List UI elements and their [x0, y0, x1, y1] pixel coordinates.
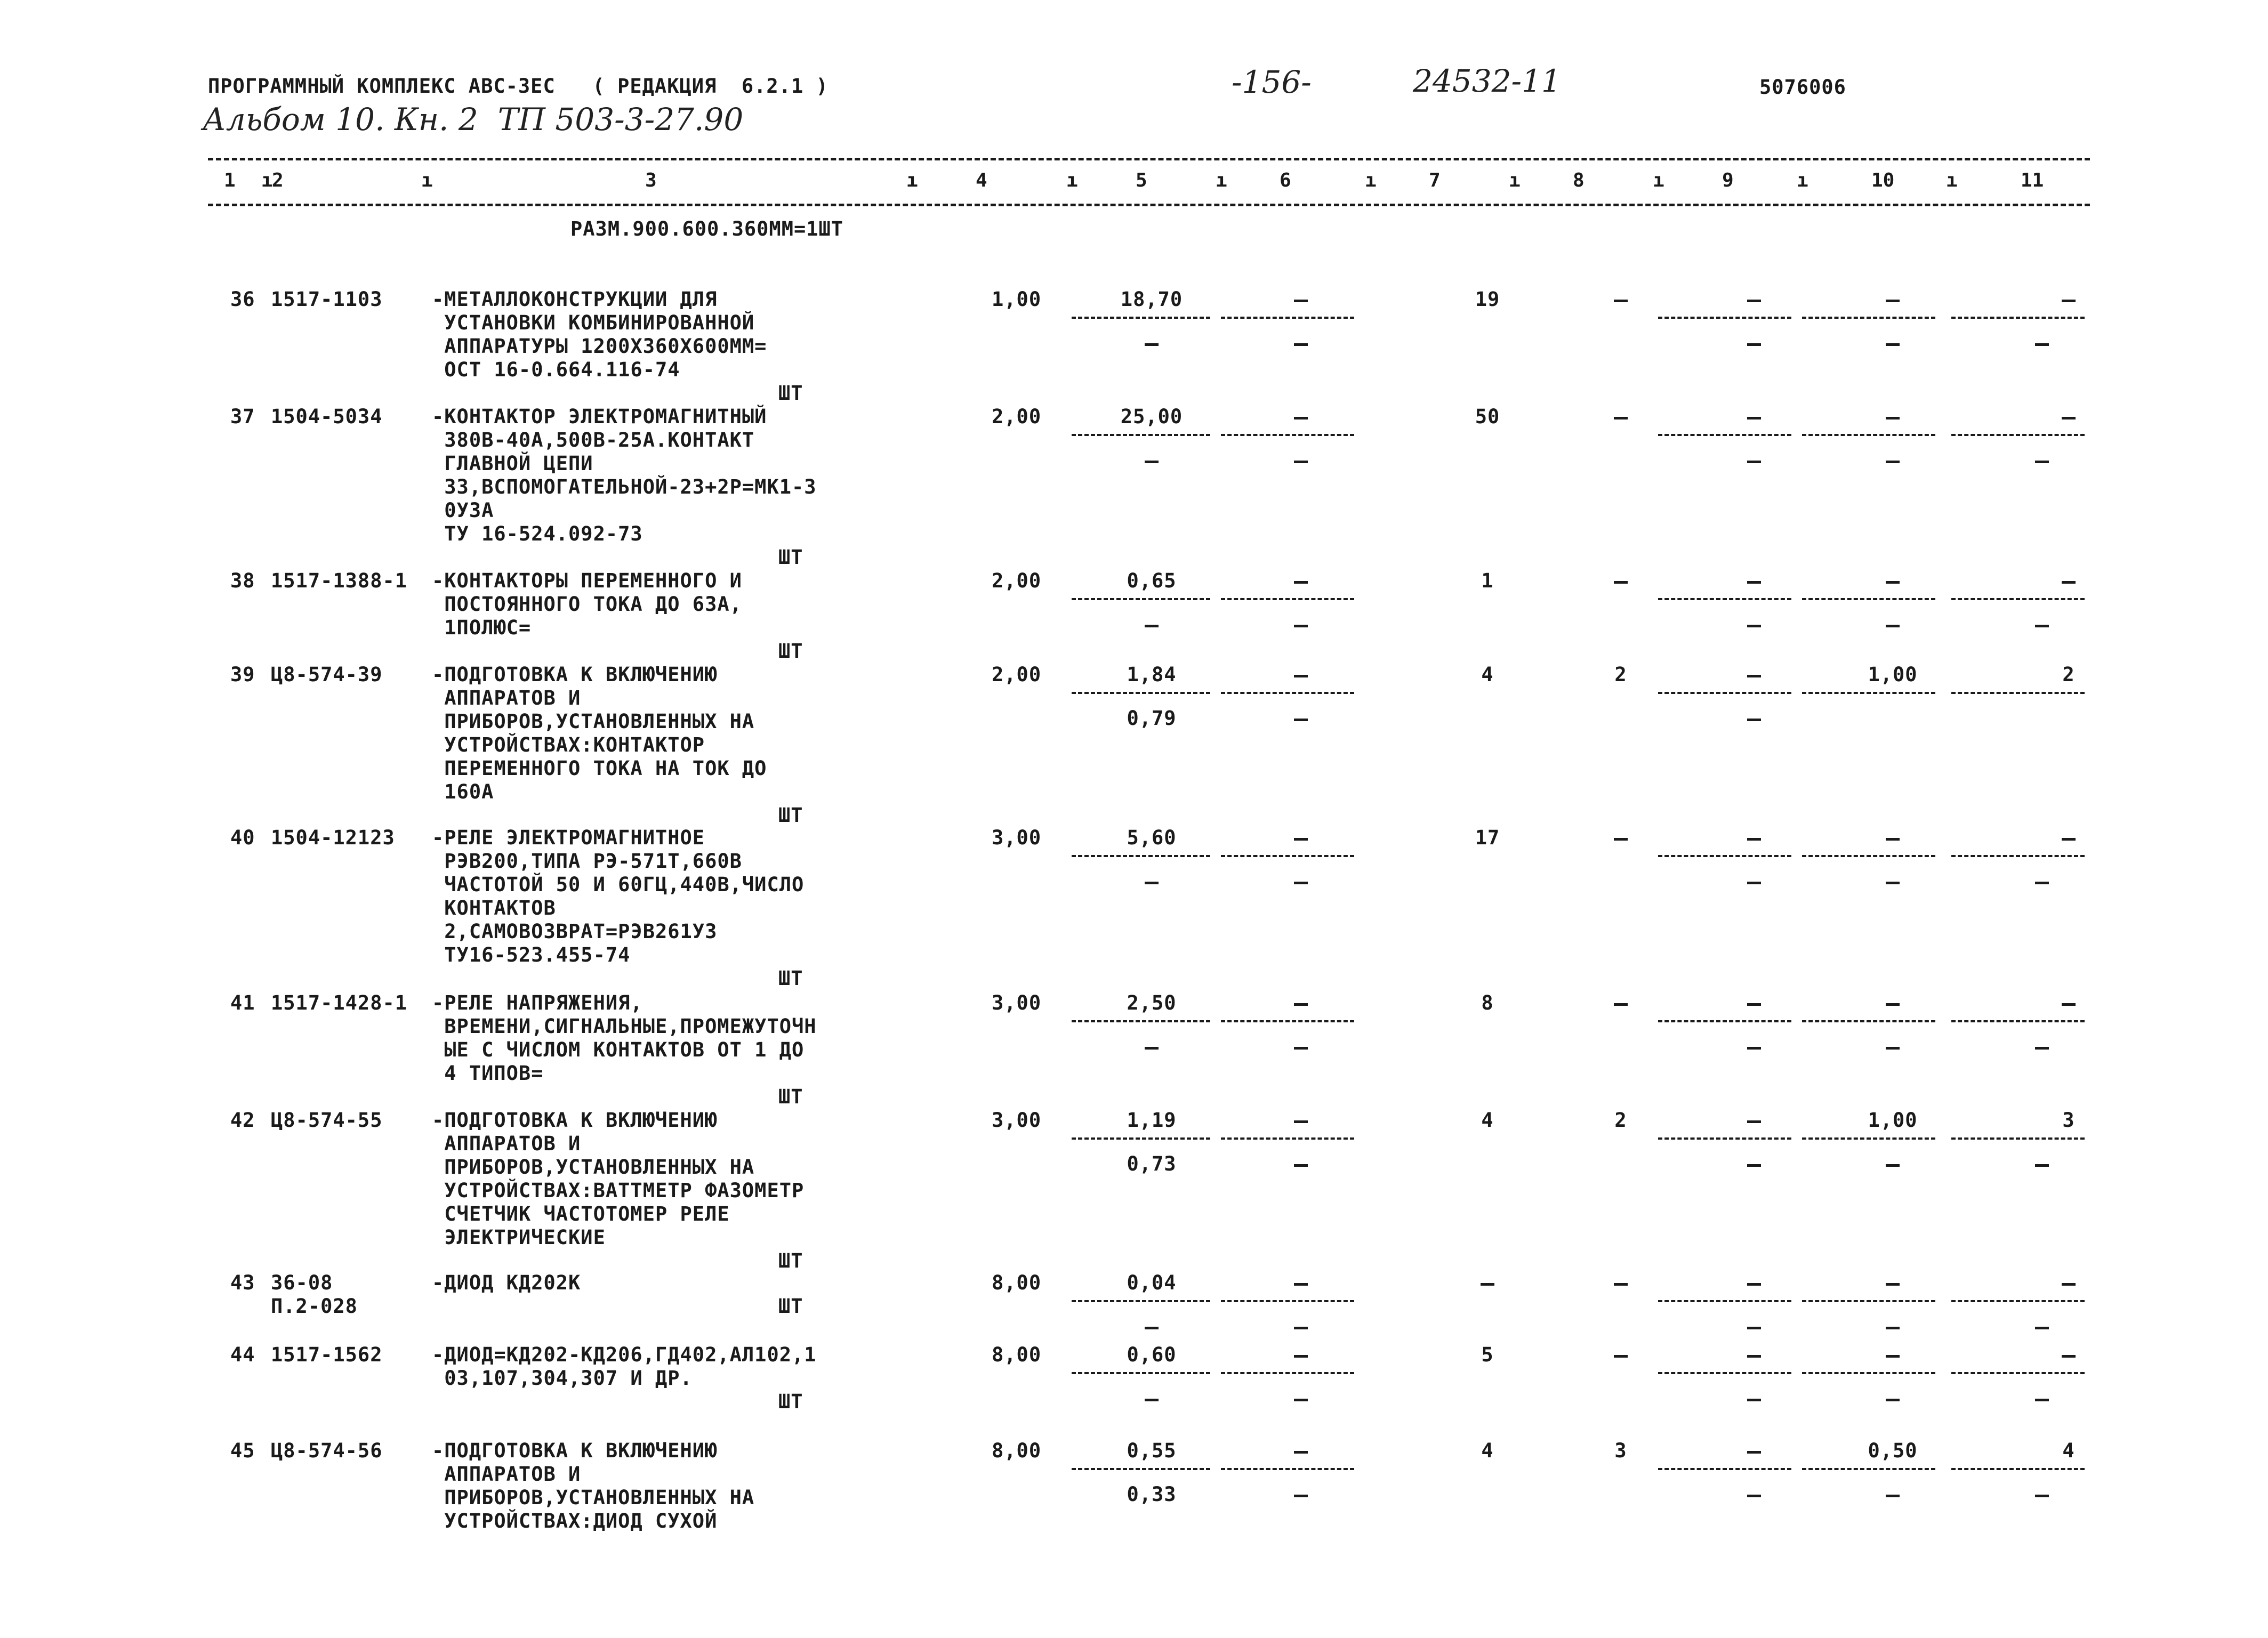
row-number: 39	[230, 663, 255, 686]
cell-quantity: 3,00	[992, 991, 1042, 1014]
row-description-line: УСТРОЙСТВАХ:КОНТАКТОР	[432, 733, 705, 756]
cell-6-top	[1294, 581, 1308, 584]
row-unit: ШТ	[778, 382, 803, 405]
row-number: 38	[230, 569, 255, 592]
cell-11-rule	[1951, 1300, 2085, 1302]
cell-10-rule	[1802, 1137, 1935, 1140]
cell-6-rule	[1221, 1468, 1354, 1470]
row-description-line: УСТАНОВКИ КОМБИНИРОВАННОЙ	[432, 311, 755, 334]
cell-10-rule	[1802, 317, 1935, 319]
row-description-line: -РЕЛЕ ЭЛЕКТРОМАГНИТНОЕ	[432, 826, 705, 849]
row-unit: ШТ	[778, 1390, 803, 1413]
row-description-line: 1ПОЛЮС=	[432, 616, 532, 639]
cell-9-bottom	[1747, 1399, 1761, 1401]
cell-5-top: 25,00	[1120, 405, 1183, 428]
row-code: Ц8-574-56	[271, 1439, 383, 1462]
cell-9-top	[1747, 1355, 1761, 1358]
cell-quantity: 2,00	[992, 405, 1042, 428]
cell-5-bottom	[1145, 343, 1159, 346]
cell-9-top	[1747, 1003, 1761, 1006]
cell-10-top	[1886, 300, 1900, 302]
cell-7: 4	[1481, 1439, 1494, 1462]
cell-8: 3	[1614, 1439, 1627, 1462]
cell-11-rule	[1951, 434, 2085, 436]
cell-10-rule	[1802, 1020, 1935, 1022]
cell-10-rule	[1802, 1300, 1935, 1302]
row-description-line: -ПОДГОТОВКА К ВКЛЮЧЕНИЮ	[432, 663, 718, 686]
cell-7: 8	[1481, 991, 1494, 1014]
row-description-line: АППАРАТОВ И	[432, 1463, 581, 1486]
column-separator: ı	[906, 170, 918, 191]
row-code: Ц8-574-39	[271, 663, 383, 686]
cell-6-bottom	[1294, 461, 1308, 463]
cell-11-bottom	[2035, 1399, 2049, 1401]
cell-5-top: 2,50	[1127, 991, 1177, 1014]
cell-6-top	[1294, 417, 1308, 419]
cell-6-top	[1294, 675, 1308, 677]
cell-7	[1481, 1283, 1494, 1286]
cell-quantity: 3,00	[992, 1109, 1042, 1132]
cell-9-rule	[1658, 598, 1791, 600]
column-number-8: 8	[1573, 170, 1585, 191]
cell-9-top	[1747, 300, 1761, 302]
cell-9-top	[1747, 1451, 1761, 1454]
header-rule-top	[208, 158, 2090, 160]
row-code: 1504-5034	[271, 405, 383, 428]
row-description-line: 33,ВСПОМОГАТЕЛЬНОЙ-23+2Р=МК1-3	[432, 475, 817, 498]
cell-11-bottom	[2035, 461, 2049, 463]
cell-9-top	[1747, 417, 1761, 419]
cell-11-bottom	[2035, 1327, 2049, 1329]
column-number-3: 3	[645, 170, 657, 191]
row-description-line: 380В-40А,500В-25А.КОНТАКТ	[432, 429, 755, 451]
cell-10-bottom	[1886, 1495, 1900, 1497]
cell-9-rule	[1658, 1372, 1791, 1374]
cell-5-bottom	[1145, 1327, 1159, 1329]
column-number-7: 7	[1429, 170, 1441, 191]
cell-9-rule	[1658, 1137, 1791, 1140]
cell-10-bottom	[1886, 343, 1900, 346]
cell-9-top	[1747, 1120, 1761, 1123]
cell-9-bottom	[1747, 1164, 1761, 1167]
cell-5-rule	[1072, 692, 1210, 694]
cell-11-rule	[1951, 598, 2085, 600]
cell-9-bottom	[1747, 1327, 1761, 1329]
cell-6-bottom	[1294, 882, 1308, 884]
cell-5-bottom: 0,33	[1127, 1483, 1177, 1506]
cell-7: 19	[1475, 288, 1500, 311]
cell-8	[1614, 1003, 1628, 1006]
column-number-5: 5	[1136, 170, 1147, 191]
row-description-line: ПЕРЕМЕННОГО ТОКА НА ТОК ДО	[432, 757, 767, 780]
cell-11-top: 4	[2062, 1439, 2075, 1462]
cell-11-rule	[1951, 855, 2085, 857]
cell-quantity: 8,00	[992, 1439, 1042, 1462]
row-description-line: ГЛАВНОЙ ЦЕПИ	[432, 452, 593, 475]
cell-11-top	[2062, 417, 2076, 419]
cell-9-top	[1747, 675, 1761, 677]
row-description-line: КОНТАКТОВ	[432, 897, 556, 919]
cell-9-bottom	[1747, 882, 1761, 884]
row-description-line: ВРЕМЕНИ,СИГНАЛЬНЫЕ,ПРОМЕЖУТОЧН	[432, 1015, 817, 1038]
cell-9-top	[1747, 581, 1761, 584]
cell-6-top	[1294, 300, 1308, 302]
cell-9-bottom	[1747, 719, 1761, 721]
cell-5-rule	[1072, 1300, 1210, 1302]
cell-10-rule	[1802, 434, 1935, 436]
cell-7: 1	[1481, 569, 1494, 592]
row-description-line: 160А	[432, 780, 494, 803]
cell-5-rule	[1072, 1020, 1210, 1022]
cell-6-top	[1294, 1003, 1308, 1006]
cell-8	[1614, 838, 1628, 841]
row-description-line: УСТРОЙСТВАХ:ДИОД СУХОЙ	[432, 1510, 718, 1532]
cell-6-top	[1294, 1451, 1308, 1454]
cell-5-top: 18,70	[1120, 288, 1183, 311]
cell-5-bottom: 0,79	[1127, 707, 1177, 730]
cell-6-bottom	[1294, 719, 1308, 721]
album-reference: Альбом 10. Кн. 2 ТП 503-3-27.90	[203, 101, 744, 138]
cell-6-bottom	[1294, 1495, 1308, 1497]
column-number-2: 2	[272, 170, 284, 191]
row-number: 36	[230, 288, 255, 311]
program-header: ПРОГРАММНЫЙ КОМПЛЕКС АВС-3ЕС ( РЕДАКЦИЯ 6.2.1 )	[208, 75, 829, 98]
cell-11-rule	[1951, 1372, 2085, 1374]
row-description-line: -МЕТАЛЛОКОНСТРУКЦИИ ДЛЯ	[432, 288, 718, 311]
cell-9-top	[1747, 1283, 1761, 1286]
row-description-line: ЧАСТОТОЙ 50 И 60ГЦ,440В,ЧИСЛО	[432, 873, 805, 896]
cell-quantity: 2,00	[992, 569, 1042, 592]
cell-8	[1614, 581, 1628, 584]
top-line-text: РАЗМ.900.600.360ММ=1ШТ	[570, 217, 844, 240]
cell-10-rule	[1802, 855, 1935, 857]
cell-9-rule	[1658, 317, 1791, 319]
row-description-line: ТУ16-523.455-74	[432, 943, 631, 966]
cell-5-bottom	[1145, 461, 1159, 463]
cell-10-top	[1886, 417, 1900, 419]
row-unit: ШТ	[778, 1249, 803, 1272]
cell-11-top	[2062, 300, 2076, 302]
cell-9-rule	[1658, 692, 1791, 694]
column-separator: ı	[1365, 170, 1377, 191]
cell-quantity: 1,00	[992, 288, 1042, 311]
column-number-11: 11	[2021, 170, 2044, 191]
row-description-line: ОСТ 16-0.664.116-74	[432, 358, 680, 381]
cell-7: 4	[1481, 663, 1494, 686]
cell-6-rule	[1221, 692, 1354, 694]
document-code: 5076006	[1759, 76, 1846, 99]
row-description-line: ПРИБОРОВ,УСТАНОВЛЕННЫХ НА	[432, 1156, 755, 1179]
cell-8	[1614, 1283, 1628, 1286]
cell-11-top: 2	[2062, 663, 2075, 686]
cell-11-top	[2062, 1003, 2076, 1006]
cell-11-bottom	[2035, 1164, 2049, 1167]
cell-9-rule	[1658, 1468, 1791, 1470]
cell-10-top: 0,50	[1868, 1439, 1918, 1462]
row-description-line: ЭЛЕКТРИЧЕСКИЕ	[432, 1226, 606, 1249]
row-description-line: ПРИБОРОВ,УСТАНОВЛЕННЫХ НА	[432, 1486, 755, 1509]
cell-5-rule	[1072, 1372, 1210, 1374]
cell-8	[1614, 1355, 1628, 1358]
cell-5-top: 1,19	[1127, 1109, 1177, 1132]
cell-5-rule	[1072, 317, 1210, 319]
cell-10-rule	[1802, 692, 1935, 694]
row-code: 1517-1562	[271, 1343, 383, 1366]
cell-10-rule	[1802, 598, 1935, 600]
cell-9-top	[1747, 838, 1761, 841]
cell-11-bottom	[2035, 882, 2049, 884]
row-description-line: -ПОДГОТОВКА К ВКЛЮЧЕНИЮ	[432, 1439, 718, 1462]
column-separator: ı	[1946, 170, 1958, 191]
cell-9-bottom	[1747, 625, 1761, 627]
cell-5-top: 1,84	[1127, 663, 1177, 686]
cell-6-bottom	[1294, 343, 1308, 346]
cell-5-top: 0,60	[1127, 1343, 1177, 1366]
row-description-line: -ДИОД=КД202-КД206,ГД402,АЛ102,1	[432, 1343, 817, 1366]
column-separator: ı	[1509, 170, 1521, 191]
row-description-line: УСТРОЙСТВАХ:ВАТТМЕТР ФАЗОМЕТР	[432, 1179, 805, 1202]
cell-10-top	[1886, 581, 1900, 584]
row-description-line: -КОНТАКТОРЫ ПЕРЕМЕННОГО И	[432, 569, 742, 592]
cell-5-top: 5,60	[1127, 826, 1177, 849]
cell-10-top	[1886, 1355, 1900, 1358]
cell-quantity: 8,00	[992, 1271, 1042, 1294]
cell-11-top	[2062, 1283, 2076, 1286]
column-number-10: 10	[1871, 170, 1895, 191]
row-description-line: 2,САМОВОЗВРАТ=РЭВ261УЗ	[432, 920, 718, 943]
row-description-line: РЭВ200,ТИПА РЭ-571Т,660В	[432, 850, 742, 873]
cell-6-rule	[1221, 855, 1354, 857]
row-description-line: ЫЕ С ЧИСЛОМ КОНТАКТОВ ОТ 1 ДО	[432, 1038, 805, 1061]
cell-11-rule	[1951, 1468, 2085, 1470]
cell-10-top	[1886, 1283, 1900, 1286]
row-description-line: ПОСТОЯННОГО ТОКА ДО 63А,	[432, 593, 742, 616]
cell-7: 4	[1481, 1109, 1494, 1132]
cell-6-bottom	[1294, 625, 1308, 627]
cell-6-rule	[1221, 1300, 1354, 1302]
row-description-line: СЧЕТЧИК ЧАСТОТОМЕР РЕЛЕ	[432, 1203, 730, 1225]
cell-5-rule	[1072, 1137, 1210, 1140]
row-code: 1517-1103	[271, 288, 383, 311]
cell-11-rule	[1951, 692, 2085, 694]
row-description-line: -ПОДГОТОВКА К ВКЛЮЧЕНИЮ	[432, 1109, 718, 1132]
cell-10-top: 1,00	[1868, 663, 1918, 686]
cell-11-top	[2062, 581, 2076, 584]
row-code: Ц8-574-55	[271, 1109, 383, 1132]
row-number: 45	[230, 1439, 255, 1462]
column-separator: ı	[1797, 170, 1808, 191]
cell-9-rule	[1658, 434, 1791, 436]
cell-5-rule	[1072, 434, 1210, 436]
cell-9-bottom	[1747, 461, 1761, 463]
row-number: 40	[230, 826, 255, 849]
cell-11-bottom	[2035, 1495, 2049, 1497]
row-number: 43	[230, 1271, 255, 1294]
row-description-line: АППАРАТУРЫ 1200Х360Х600ММ=	[432, 335, 767, 358]
cell-5-bottom	[1145, 625, 1159, 627]
cell-6-rule	[1221, 1372, 1354, 1374]
cell-11-rule	[1951, 1020, 2085, 1022]
row-description-line: 0УЗА	[432, 499, 494, 522]
cell-10-rule	[1802, 1468, 1935, 1470]
cell-6-top	[1294, 1120, 1308, 1123]
cell-quantity: 3,00	[992, 826, 1042, 849]
row-description-line: -КОНТАКТОР ЭЛЕКТРОМАГНИТНЫЙ	[432, 405, 767, 428]
cell-6-bottom	[1294, 1327, 1308, 1329]
column-separator: ı	[1066, 170, 1078, 191]
row-code: 1517-1428-1	[271, 991, 408, 1014]
cell-8: 2	[1614, 663, 1627, 686]
cell-5-bottom	[1145, 1399, 1159, 1401]
cell-8: 2	[1614, 1109, 1627, 1132]
cell-11-bottom	[2035, 343, 2049, 346]
row-description-line: -ДИОД КД202К	[432, 1271, 581, 1294]
cell-10-bottom	[1886, 1164, 1900, 1167]
row-unit: ШТ	[778, 1295, 803, 1318]
cell-6-bottom	[1294, 1047, 1308, 1050]
cell-quantity: 8,00	[992, 1343, 1042, 1366]
cell-quantity: 2,00	[992, 663, 1042, 686]
cell-9-rule	[1658, 1020, 1791, 1022]
row-number: 41	[230, 991, 255, 1014]
row-description-line: ПРИБОРОВ,УСТАНОВЛЕННЫХ НА	[432, 710, 755, 733]
cell-7: 17	[1475, 826, 1500, 849]
row-code: 1517-1388-1	[271, 569, 408, 592]
cell-6-top	[1294, 1355, 1308, 1358]
row-description-line: АППАРАТОВ И	[432, 1132, 581, 1155]
cell-11-rule	[1951, 1137, 2085, 1140]
cell-5-top: 0,04	[1127, 1271, 1177, 1294]
cell-6-bottom	[1294, 1399, 1308, 1401]
row-unit: ШТ	[778, 1085, 803, 1108]
cell-6-rule	[1221, 598, 1354, 600]
cell-11-top	[2062, 838, 2076, 841]
cell-9-bottom	[1747, 1047, 1761, 1050]
header-rule-bottom	[208, 204, 2090, 206]
cell-6-rule	[1221, 1020, 1354, 1022]
cell-10-rule	[1802, 1372, 1935, 1374]
cell-11-top: 3	[2062, 1109, 2075, 1132]
cell-8	[1614, 300, 1628, 302]
cell-11-rule	[1951, 317, 2085, 319]
cell-7: 50	[1475, 405, 1500, 428]
cell-5-rule	[1072, 598, 1210, 600]
cell-9-bottom	[1747, 343, 1761, 346]
cell-5-top: 0,55	[1127, 1439, 1177, 1462]
cell-10-bottom	[1886, 625, 1900, 627]
cell-11-bottom	[2035, 625, 2049, 627]
cell-10-bottom	[1886, 882, 1900, 884]
cell-5-rule	[1072, 1468, 1210, 1470]
cell-6-rule	[1221, 1137, 1354, 1140]
page-number: -156-	[1232, 64, 1312, 100]
row-unit: ШТ	[778, 967, 803, 990]
cell-6-rule	[1221, 317, 1354, 319]
column-number-4: 4	[976, 170, 987, 191]
cell-10-top: 1,00	[1868, 1109, 1918, 1132]
cell-10-bottom	[1886, 1327, 1900, 1329]
cell-10-bottom	[1886, 1399, 1900, 1401]
row-code-secondary: П.2-028	[271, 1295, 358, 1318]
cell-6-bottom	[1294, 1164, 1308, 1167]
column-separator: ı	[421, 170, 433, 191]
column-number-9: 9	[1722, 170, 1734, 191]
cell-5-top: 0,65	[1127, 569, 1177, 592]
row-unit: ШТ	[778, 640, 803, 663]
cell-10-bottom	[1886, 1047, 1900, 1050]
row-code: 36-08	[271, 1271, 333, 1294]
column-separator: ı	[1216, 170, 1227, 191]
row-number: 37	[230, 405, 255, 428]
row-description-line: 4 ТИПОВ=	[432, 1062, 544, 1085]
cell-9-rule	[1658, 855, 1791, 857]
row-description-line: 03,107,304,307 И ДР.	[432, 1367, 693, 1390]
cell-6-top	[1294, 1283, 1308, 1286]
cell-10-bottom	[1886, 461, 1900, 463]
row-code: 1504-12123	[271, 826, 395, 849]
column-number-6: 6	[1280, 170, 1291, 191]
row-number: 44	[230, 1343, 255, 1366]
row-description-line: ТУ 16-524.092-73	[432, 522, 643, 545]
cell-10-top	[1886, 1003, 1900, 1006]
row-number: 42	[230, 1109, 255, 1132]
cell-5-rule	[1072, 855, 1210, 857]
row-unit: ШТ	[778, 804, 803, 827]
cell-11-bottom	[2035, 1047, 2049, 1050]
column-separator: ı	[1653, 170, 1664, 191]
row-description-line: АППАРАТОВ И	[432, 687, 581, 709]
cell-9-bottom	[1747, 1495, 1761, 1497]
cell-5-bottom: 0,73	[1127, 1152, 1177, 1175]
cell-7: 5	[1481, 1343, 1494, 1366]
cell-9-rule	[1658, 1300, 1791, 1302]
row-unit: ШТ	[778, 546, 803, 569]
row-description-line: -РЕЛЕ НАПРЯЖЕНИЯ,	[432, 991, 643, 1014]
column-separator: ı	[261, 170, 273, 191]
cell-8	[1614, 417, 1628, 419]
cell-5-bottom	[1145, 882, 1159, 884]
cell-10-top	[1886, 838, 1900, 841]
cell-6-top	[1294, 838, 1308, 841]
document-number: 24532-11	[1413, 63, 1561, 99]
column-number-1: 1	[224, 170, 236, 191]
cell-6-rule	[1221, 434, 1354, 436]
cell-11-top	[2062, 1355, 2076, 1358]
cell-5-bottom	[1145, 1047, 1159, 1050]
